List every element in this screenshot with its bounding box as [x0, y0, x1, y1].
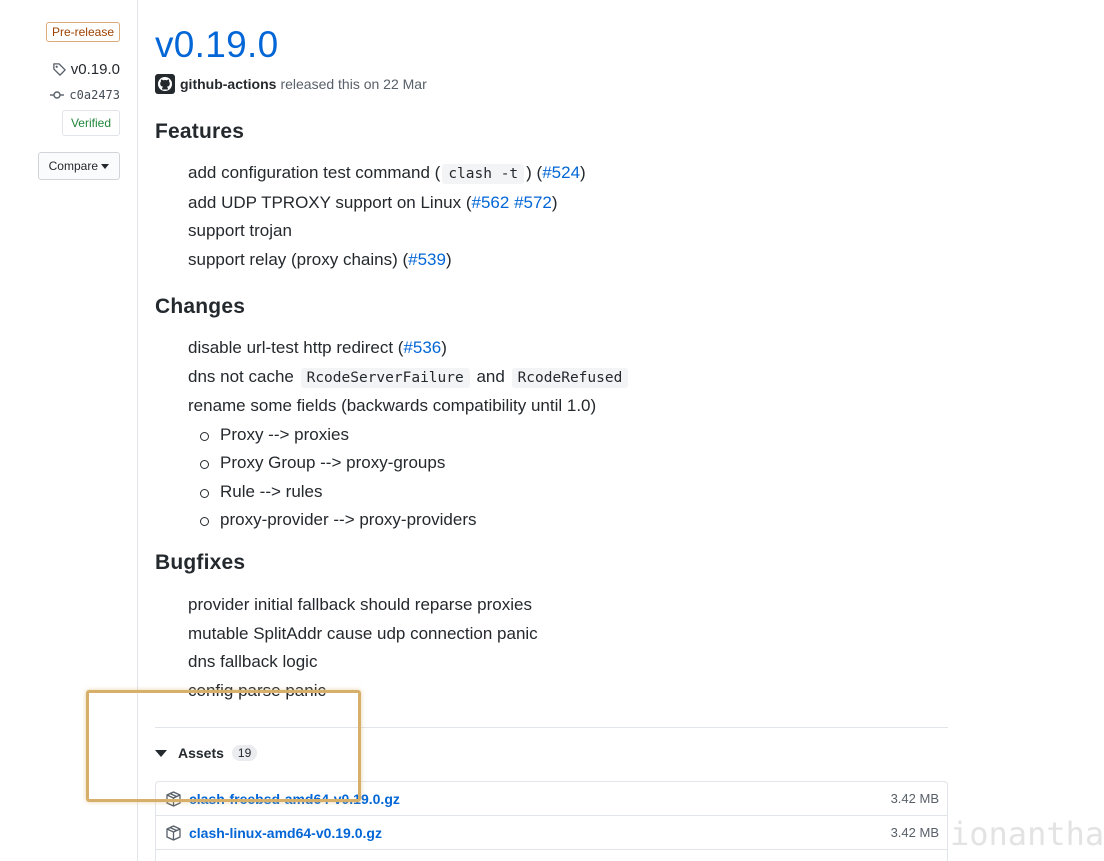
inline-code: clash -t [442, 164, 524, 184]
item-text: ) [580, 163, 586, 182]
release-date-text: released this on 22 Mar [280, 76, 427, 92]
list-item [188, 363, 630, 393]
caret-down-icon [101, 164, 109, 169]
asset-download-link[interactable]: clash-freebsd-amd64-v0.19.0.gz [189, 790, 400, 807]
list-item [188, 334, 630, 363]
issue-link-562[interactable]: #562 [471, 192, 510, 212]
highlight-box [86, 690, 361, 802]
list-item: Rule --> rules [220, 478, 630, 507]
list-item [188, 392, 630, 535]
list-item: Proxy Group --> proxy-groups [220, 449, 630, 478]
features-heading: Features [155, 120, 245, 143]
list-item: config parse panic [188, 680, 326, 700]
asset-size: 3.42 MB [890, 791, 939, 806]
item-text: and [476, 366, 505, 386]
github-logo-icon [157, 76, 173, 92]
item-text: ) [441, 338, 447, 357]
compare-button[interactable] [38, 152, 120, 180]
watermark: ionantha [950, 815, 1104, 853]
list-item: support trojan [188, 221, 292, 240]
item-text: rename some fields (backwards compatibility until 1.0) [188, 396, 597, 415]
changes-heading: Changes [155, 295, 246, 318]
list-item [188, 246, 586, 275]
list-item: dns fallback logic [188, 652, 318, 671]
item-text: add configuration test command ( [188, 163, 441, 182]
assets-count-badge: 19 [232, 745, 257, 761]
list-item: mutable SplitAddr cause udp connection panic [188, 623, 538, 643]
item-text: support relay (proxy chains) ( [188, 249, 409, 269]
tag-label: v0.19.0 [70, 61, 120, 78]
list-item [188, 189, 586, 218]
author-link[interactable]: github-actions [180, 76, 277, 92]
list-item: Proxy --> proxies [220, 421, 630, 450]
item-text: dns not cache [188, 366, 294, 386]
compare-label: Compare [48, 159, 98, 173]
pre-release-badge: Pre-release [46, 22, 120, 42]
release-title[interactable]: v0.19.0 [155, 24, 279, 65]
issue-link-539[interactable]: #539 [408, 249, 446, 269]
features-list [188, 159, 586, 274]
item-text: ) [445, 249, 452, 269]
item-text: add UDP TPROXY support on Linux ( [188, 192, 472, 212]
item-text: ) ( [526, 163, 543, 182]
commit-sha: c0a2473 [69, 88, 120, 102]
issue-link-524[interactable]: #524 [542, 163, 581, 182]
release-meta [155, 74, 427, 94]
list-item: proxy-provider --> proxy-providers [220, 506, 630, 535]
verified-badge[interactable]: Verified [62, 110, 120, 136]
package-icon [166, 825, 181, 841]
git-commit-icon [50, 89, 64, 101]
issue-link-536[interactable]: #536 [403, 338, 442, 357]
tag-icon [52, 62, 67, 77]
list-item: provider initial fallback should reparse proxies [188, 595, 532, 614]
asset-row[interactable] [156, 816, 947, 850]
renamed-fields-list [188, 421, 630, 535]
list-item [188, 159, 586, 189]
asset-download-link[interactable]: clash-linux-amd64-v0.19.0.gz [189, 824, 382, 841]
tag-link[interactable] [52, 61, 120, 78]
asset-size: 3.42 MB [890, 825, 939, 840]
changes-list [188, 334, 630, 535]
inline-code: RcodeRefused [512, 368, 629, 388]
item-text: disable url-test http redirect ( [188, 338, 404, 357]
assets-label: Assets [178, 745, 224, 761]
item-text: ) [551, 192, 558, 212]
bugfixes-heading: Bugfixes [155, 551, 246, 574]
issue-link-572[interactable]: #572 [514, 192, 552, 212]
inline-code: RcodeServerFailure [301, 368, 470, 388]
avatar[interactable] [155, 74, 175, 94]
bugfixes-list [188, 591, 538, 705]
commit-link[interactable] [50, 88, 120, 102]
